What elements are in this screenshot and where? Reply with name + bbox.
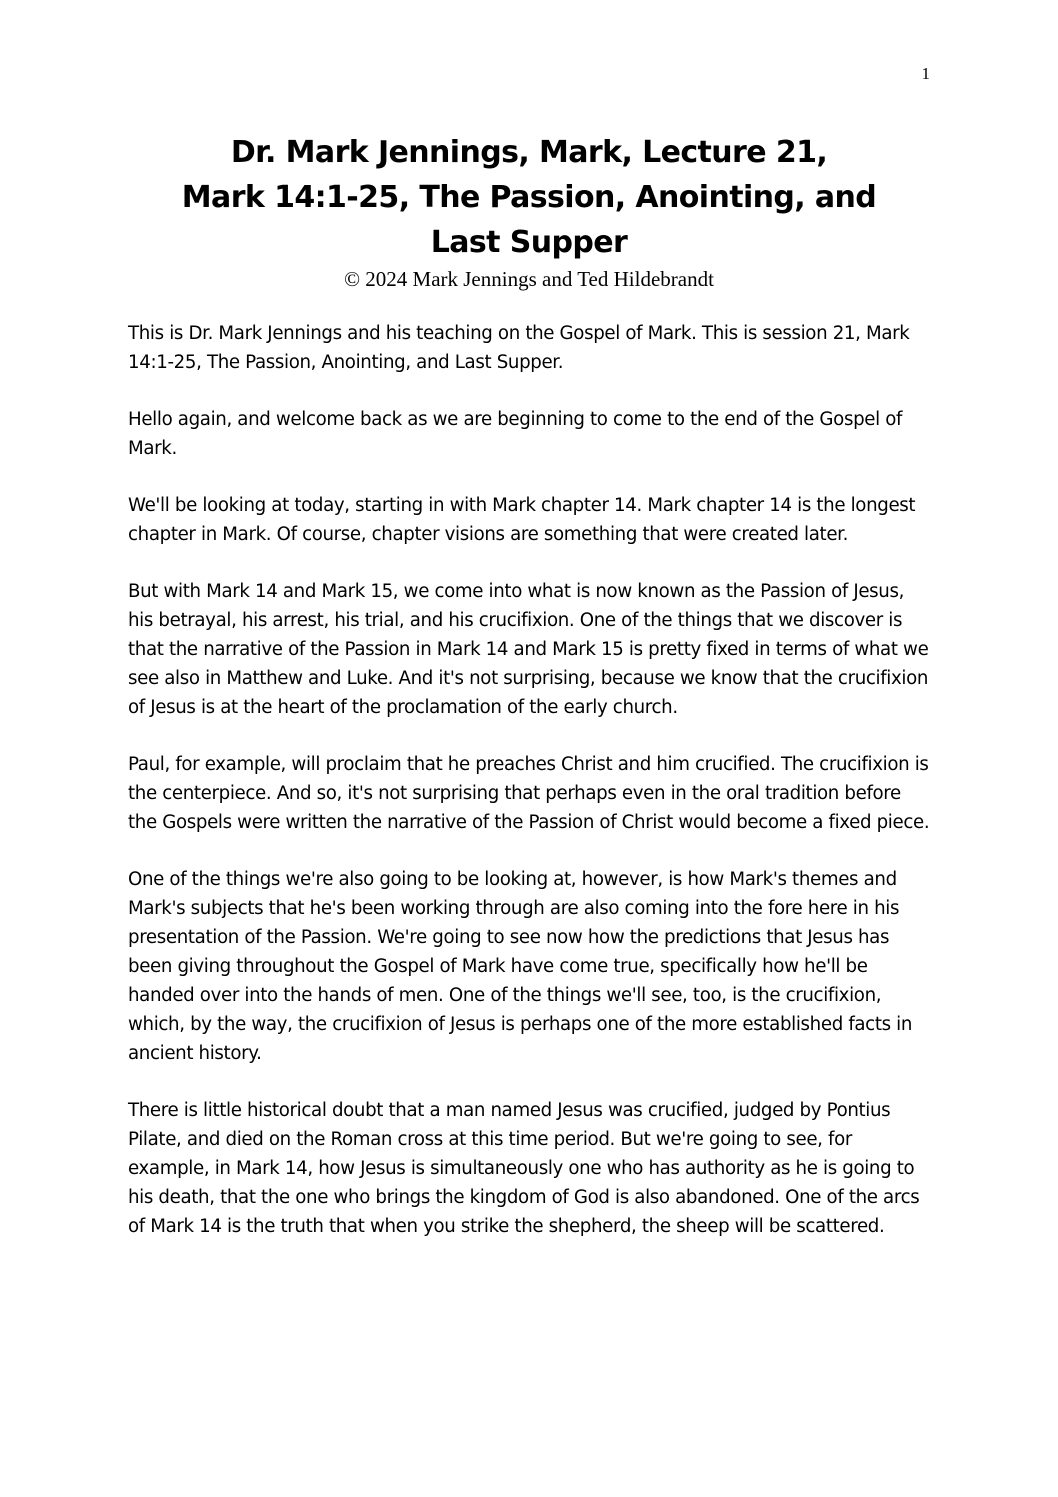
copyright-notice: © 2024 Mark Jennings and Ted Hildebrandt [344, 267, 714, 291]
title-line-3: Last Supper [430, 225, 628, 260]
paragraph: But with Mark 14 and Mark 15, we come into what is now known as the Passion of Jesus, his betrayal, his arrest, his trial, and his crucifixion. One of the things that we discover is that the narrative of the Passion in Mark 14 and Mark 15 is pretty fixed in terms of what we see also in Matthew and Luke. And it's not surprising, because we know that the crucifixion of Jesus is at the heart of the proclamation of the early church. [128, 581, 929, 718]
page-number: 1 [921, 64, 930, 83]
paragraph: There is little historical doubt that a man named Jesus was crucified, judged by Pontius Pilate, and died on the Roman cross at this time period. But we're going to see, for example, in Mark 14, how Jesus is simultaneously one who has authority as he is going to his death, that the one who brings the kingdom of God is also abandoned. One of the arcs of Mark 14 is the truth that when you strike the shepherd, the sheep will be scattered. [128, 1100, 920, 1237]
title-line-2: Mark 14:1-25, The Passion, Anointing, and [181, 180, 877, 215]
transcript-body [128, 319, 934, 1269]
paragraph: One of the things we're also going to be looking at, however, is how Mark's themes and Mark's subjects that he's been working through are also coming into the fore here in his presentation of the Passion. We're going to see now how the predictions that Jesus has been giving throughout the Gospel of Mark have come true, specifically how he'll be handed over into the hands of men. One of the things we'll see, too, is the crucifixion, which, by the way, the crucifixion of Jesus is perhaps one of the more established facts in ancient history. [128, 869, 913, 1064]
paragraph: Paul, for example, will proclaim that he preaches Christ and him crucified. The crucifixion is the centerpiece. And so, it's not surprising that perhaps even in the oral tradition before the Gospels were written the narrative of the Passion of Christ would become a fixed piece. [128, 754, 930, 833]
paragraph: Hello again, and welcome back as we are beginning to come to the end of the Gospel of Mark. [128, 409, 903, 459]
title-line-1: Dr. Mark Jennings, Mark, Lecture 21, [230, 135, 828, 170]
title-block [0, 130, 1058, 293]
paragraph: This is Dr. Mark Jennings and his teaching on the Gospel of Mark. This is session 21, Mark 14:1-25, The Passion, Anointing, and Last Supper. [128, 323, 910, 373]
paragraph: We'll be looking at today, starting in with Mark chapter 14. Mark chapter 14 is the longest chapter in Mark. Of course, chapter visions are something that were created later. [128, 495, 916, 545]
